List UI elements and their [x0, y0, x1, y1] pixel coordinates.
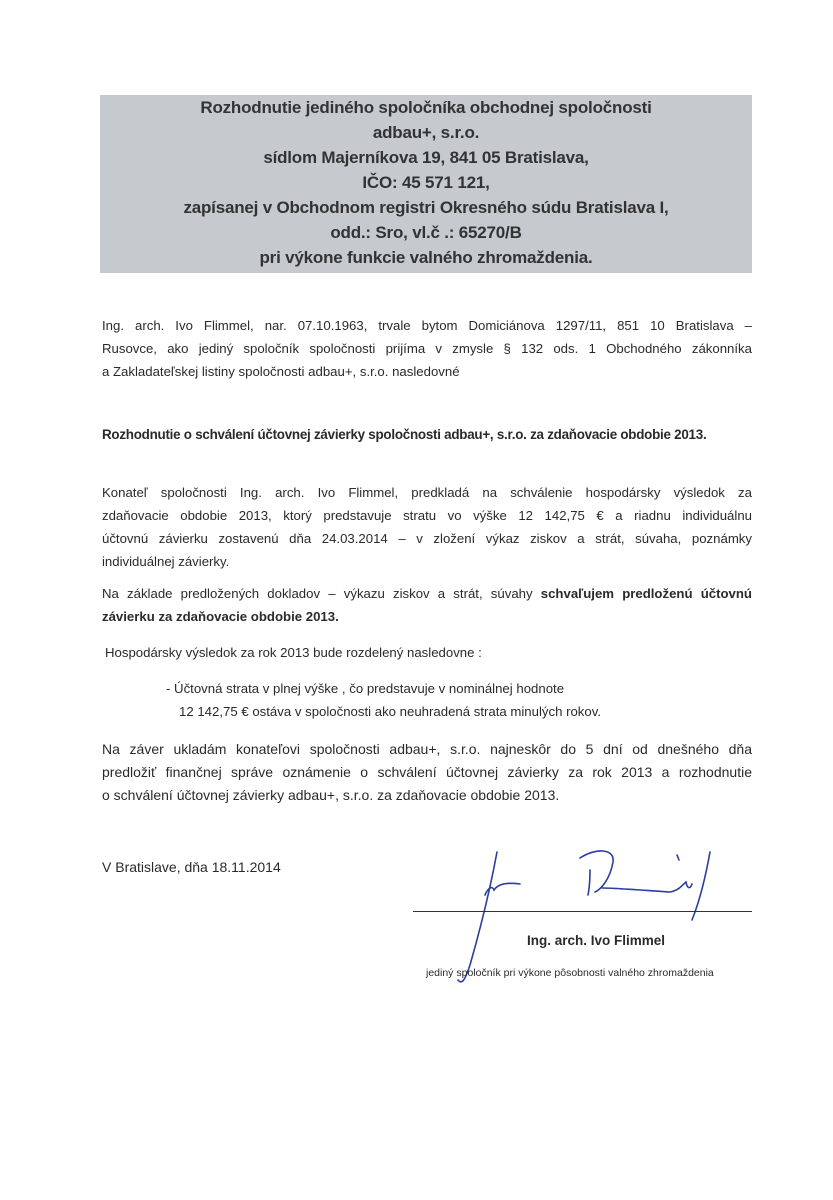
header-line: odd.: Sro, vl.č .: 65270/B	[330, 223, 522, 242]
list-item-line: 12 142,75 € ostáva v spoločnosti ako neuhradená strata minulých rokov.	[179, 704, 602, 719]
intro-line: a Zakladateľskej listiny spoločnosti adbau+, s.r.o. nasledovné	[102, 364, 460, 379]
decision-title: Rozhodnutie o schválení účtovnej závierky spoločnosti adbau+, s.r.o. za zdaňovacie obdobie 2013.	[102, 427, 707, 442]
para4-line: Na záver ukladám konateľovi spoločnosti adbau+, s.r.o. najneskôr do 5 dní od dnešného dňa	[102, 741, 752, 757]
para2-bold: schvaľujem predloženú účtovnú	[540, 586, 752, 601]
date-line: V Bratislave, dňa 18.11.2014	[102, 859, 281, 875]
signatory-name: Ing. arch. Ivo Flimmel	[527, 933, 666, 948]
para2-line	[102, 586, 752, 601]
para3: Hospodársky výsledok za rok 2013 bude rozdelený nasledovne :	[105, 645, 482, 660]
header-line: zapísanej v Obchodnom registri Okresného súdu Bratislava I,	[183, 198, 669, 217]
header-line: pri výkone funkcie valného zhromaždenia.	[259, 248, 593, 267]
para1-line: účtovnú závierku zostavenú dňa 24.03.2014 – v zložení výkaz ziskov a strát, súvaha, poznámky	[102, 531, 752, 546]
para1-line: individuálnej závierky.	[102, 554, 230, 569]
para4-line: predložiť finančnej správe oznámenie o schválení účtovnej závierky za rok 2013 a rozhodnutie	[102, 764, 752, 780]
header-line: Rozhodnutie jediného spoločníka obchodnej spoločnosti	[200, 98, 652, 117]
list-item-line: - Účtovná strata v plnej výške , čo predstavuje v nominálnej hodnote	[166, 681, 565, 696]
intro-line: Rusovce, ako jediný spoločník spoločnosti prijíma v zmysle § 132 ods. 1 Obchodného zákonníka	[102, 341, 752, 356]
signatory-role: jediný spoločník pri výkone pôsobnosti valného zhromaždenia	[426, 967, 714, 979]
intro-line: Ing. arch. Ivo Flimmel, nar. 07.10.1963, trvale bytom Domiciánova 1297/11, 851 10 Bratislava –	[102, 318, 752, 333]
signature-line	[413, 911, 752, 912]
header-line: sídlom Majerníkova 19, 841 05 Bratislava,	[263, 148, 589, 167]
para2-bold-line: závierku za zdaňovacie obdobie 2013.	[102, 609, 339, 624]
para1-line: Konateľ spoločnosti Ing. arch. Ivo Flimmel, predkladá na schválenie hospodársky výsledok za	[102, 485, 752, 500]
para4-line: o schválení účtovnej závierky adbau+, s.r.o. za zdaňovacie obdobie 2013.	[102, 787, 560, 803]
document-header-box	[100, 95, 752, 273]
header-line: adbau+, s.r.o.	[372, 123, 480, 142]
para1-line: zdaňovacie obdobie 2013, ktorý predstavuje stratu vo výške 12 142,75 € a riadnu individuálnu	[102, 508, 752, 523]
header-line: IČO: 45 571 121,	[362, 173, 490, 192]
para2-normal: Na základe predložených dokladov – výkazu ziskov a strát, súvahy	[102, 586, 541, 601]
